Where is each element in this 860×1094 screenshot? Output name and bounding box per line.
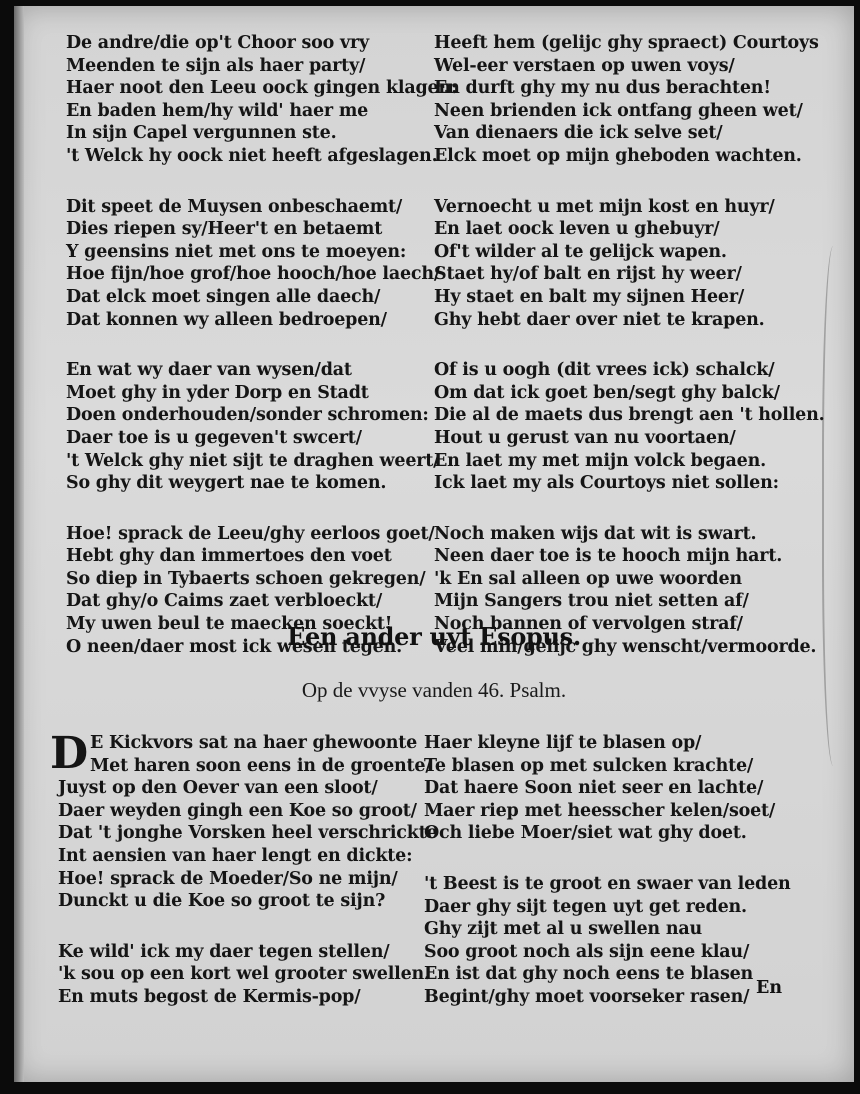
verse-line: [434, 523, 825, 546]
verse-text: Int aensien van haer lengt en dickte:: [58, 845, 413, 866]
verse-text: Noch maken wijs dat wit is swart.: [434, 523, 757, 544]
verse-text: Hout u gerust van nu voortaen/: [434, 427, 736, 448]
verse-text: Daer toe is u gegeven't swcert/: [66, 427, 362, 448]
stanza: [66, 32, 457, 168]
verse-text: En ist dat ghy noch eens te blasen: [424, 964, 754, 985]
catchword: En: [756, 978, 783, 998]
verse-text: 'k En sal alleen op uwe woorden: [434, 568, 742, 589]
verse-line: [66, 286, 457, 309]
verse-line: [424, 963, 791, 986]
verse-line: [58, 800, 437, 823]
verse-text: Veel min/gelijc ghy wenscht/vermoorde.: [434, 636, 817, 657]
verse-text: So ghy dit weygert nae te komen.: [66, 473, 387, 494]
verse-text: Moet ghy in yder Dorp en Stadt: [66, 382, 369, 403]
verse-text: Dat haere Soon niet seer en lachte/: [424, 778, 764, 799]
right-column-top: [434, 32, 825, 686]
verse-text: In sijn Capel vergunnen ste.: [66, 123, 337, 144]
verse-text: Neen brienden ick ontfang gheen wet/: [434, 100, 803, 121]
verse-text: Begint/ghy moet voorseker rasen/: [424, 986, 750, 1007]
verse-text: En laet my met mijn volck begaen.: [434, 450, 767, 471]
verse-text: Wel-eer verstaen op uwen voys/: [434, 55, 735, 76]
verse-line: [66, 122, 457, 145]
stanza: [66, 196, 457, 332]
verse-text: Ghy hebt daer over niet te krapen.: [434, 309, 765, 330]
verse-text: So diep in Tybaerts schoen gekregen/: [66, 568, 426, 589]
verse-line: [66, 263, 457, 286]
verse-line: [434, 450, 825, 473]
verse-text: 't Welck ghy niet sijt te draghen weert/: [66, 450, 440, 471]
verse-line: [424, 755, 791, 778]
verse-line: [66, 55, 457, 78]
stanza: [424, 873, 791, 1009]
verse-line: [434, 196, 825, 219]
verse-line: [434, 472, 825, 495]
verse-line: [66, 568, 457, 591]
verse-text: Daer weyden gingh een Koe so groot/: [58, 800, 417, 821]
verse-text: Hy staet en balt my sijnen Heer/: [434, 286, 745, 307]
verse-line: [66, 359, 457, 382]
verse-text: Neen daer toe is te hooch mijn hart.: [434, 546, 783, 567]
verse-line: [58, 890, 437, 913]
verse-line: [58, 845, 437, 868]
verse-text: Dit speet de Muysen onbeschaemt/: [66, 196, 403, 217]
verse-line: [424, 777, 791, 800]
verse-text: Ghy zijt met al u swellen nau: [424, 919, 703, 940]
verse-line: [58, 963, 437, 986]
verse-line: [424, 822, 791, 845]
verse-line: [434, 427, 825, 450]
verse-line: [434, 145, 825, 168]
verse-text: Dat konnen wy alleen bedroepen/: [66, 309, 387, 330]
verse-text: Ke wild' ick my daer tegen stellen/: [58, 941, 390, 962]
verse-text: 'k sou op een kort wel grooter swellen.: [58, 964, 430, 985]
verse-text: Die al de maets dus brengt aen 't hollen.: [434, 405, 825, 426]
verse-line: [434, 100, 825, 123]
right-column-bottom: [424, 732, 791, 1037]
section-heading: Een ander uyt Esopus.: [287, 622, 581, 651]
verse-text: Vernoecht u met mijn kost en huyr/: [434, 196, 775, 217]
verse-text: O neen/daer most ick wesen tegen.: [66, 636, 403, 657]
verse-text: Elck moet op mijn gheboden wachten.: [434, 145, 802, 166]
verse-text: Of is u oogh (dit vrees ick) schalck/: [434, 360, 775, 381]
verse-text: Hoe! sprack de Moeder/So ne mijn/: [58, 868, 398, 889]
verse-line: [66, 590, 457, 613]
verse-line: [66, 472, 457, 495]
verse-line: [434, 32, 825, 55]
verse-text: Dat ghy/o Caims zaet verbloeckt/: [66, 591, 383, 612]
stanza: [58, 941, 437, 1009]
verse-text: Ick laet my als Courtoys niet sollen:: [434, 473, 779, 494]
verse-line: [434, 359, 825, 382]
verse-line: [66, 196, 457, 219]
verse-line: [434, 382, 825, 405]
verse-text: E Kickvors sat na haer ghewoonte: [89, 733, 418, 753]
verse-text: Mijn Sangers trou niet setten af/: [434, 591, 749, 612]
verse-text: Van dienaers die ick selve set/: [434, 123, 723, 144]
verse-line: [66, 218, 457, 241]
verse-line: [66, 100, 457, 123]
verse-text: Heeft hem (gelijc ghy spraect) Courtoys: [434, 33, 819, 53]
verse-text: Of't wilder al te gelijck wapen.: [434, 241, 727, 262]
verse-line: [434, 286, 825, 309]
verse-text: Meenden te sijn als haer party/: [66, 55, 366, 76]
verse-line: [66, 241, 457, 264]
verse-line: [424, 986, 791, 1009]
verse-line: [66, 523, 457, 546]
verse-line: [434, 218, 825, 241]
verse-line: [424, 800, 791, 823]
verse-line: [66, 145, 457, 168]
verse-line: [434, 55, 825, 78]
verse-text: Soo groot noch als sijn eene klau/: [424, 941, 750, 962]
verse-line: [434, 263, 825, 286]
left-column-top: [66, 32, 457, 686]
stanza: [50, 728, 438, 913]
verse-line: [434, 241, 825, 264]
verse-line: [424, 732, 791, 755]
verse-text: Daer ghy sijt tegen uyt get reden.: [424, 896, 747, 917]
verse-line: [58, 986, 437, 1009]
verse-text: 't Welck hy oock niet heeft afgeslagen.: [66, 145, 438, 166]
verse-line: [434, 309, 825, 332]
verse-line: [424, 873, 791, 896]
verse-line: [58, 777, 437, 800]
verse-text: Haer noot den Leeu oock gingen klagen:: [66, 78, 458, 99]
verse-line: [66, 545, 457, 568]
verse-line: [58, 822, 437, 845]
verse-text: En laet oock leven u ghebuyr/: [434, 219, 720, 240]
verse-text: De andre/die op't Choor soo vry: [66, 33, 369, 53]
verse-text: Staet hy/of balt en rijst hy weer/: [434, 264, 742, 285]
verse-line: [66, 450, 457, 473]
stanza: [434, 32, 825, 168]
verse-line: [434, 590, 825, 613]
left-column-bottom: [50, 728, 438, 1037]
verse-text: Hebt ghy dan immertoes den voet: [66, 546, 392, 567]
verse-text: 't Beest is te groot en swaer van leden: [424, 873, 791, 894]
verse-text: Hoe! sprack de Leeu/ghy eerloos goet/: [66, 523, 435, 544]
verse-line: [434, 545, 825, 568]
stanza: [66, 359, 457, 495]
verse-text: En wat wy daer van wysen/dat: [66, 360, 352, 381]
verse-text: Noch bannen of vervolgen straf/: [434, 614, 743, 635]
verse-text: Haer kleyne lijf te blasen op/: [424, 733, 702, 753]
verse-text: Om dat ick goet ben/segt ghy balck/: [434, 382, 780, 403]
verse-text: Met haren soon eens in de groente/: [89, 755, 432, 776]
verse-line: [424, 918, 791, 941]
verse-text: En muts begost de Kermis-pop/: [58, 986, 361, 1007]
book-page: [14, 6, 854, 1082]
stanza: [434, 359, 825, 495]
verse-line: [66, 32, 457, 55]
verse-text: My uwen beul te maecken soeckt!: [66, 614, 393, 635]
verse-text: Juyst op den Oever van een sloot/: [58, 778, 378, 799]
verse-line: [66, 77, 457, 100]
section-subheading: Op de vvyse vanden 46. Psalm.: [301, 678, 567, 702]
verse-text: Doen onderhouden/sonder schromen:: [66, 405, 429, 426]
verse-text: Y geensins niet met ons te moeyen:: [66, 241, 407, 262]
verse-text: Maer riep met heesscher kelen/soet/: [424, 800, 776, 821]
verse-line: [58, 941, 437, 964]
verse-line: [434, 122, 825, 145]
verse-line: [58, 755, 437, 778]
verse-text: Och liebe Moer/siet wat ghy doet.: [424, 823, 747, 844]
stanza: [424, 732, 791, 845]
verse-line: [66, 382, 457, 405]
verse-line: [424, 941, 791, 964]
verse-text: Dies riepen sy/Heer't en betaemt: [66, 219, 383, 240]
verse-line: [434, 404, 825, 427]
verse-line: [66, 309, 457, 332]
verse-line: [58, 868, 437, 891]
verse-line: [424, 896, 791, 919]
verse-line: [66, 427, 457, 450]
verse-text: En durft ghy my nu dus berachten!: [434, 78, 771, 99]
stanza: [434, 196, 825, 332]
verse-text: En baden hem/hy wild' haer me: [66, 100, 369, 121]
verse-line: [66, 404, 457, 427]
verse-text: Te blasen op met sulcken krachte/: [424, 755, 754, 776]
verse-text: Dat 't jonghe Vorsken heel verschrickte: [58, 823, 438, 844]
verse-text: Dunckt u die Koe so groot te sijn?: [58, 891, 386, 912]
verse-line: [434, 77, 825, 100]
page-edge: [14, 6, 24, 1082]
verse-line: [434, 568, 825, 591]
verse-text: Hoe fijn/hoe grof/hoe hooch/hoe laech/: [66, 264, 441, 285]
verse-text: Dat elck moet singen alle daech/: [66, 286, 381, 307]
drop-cap: D: [50, 728, 88, 779]
